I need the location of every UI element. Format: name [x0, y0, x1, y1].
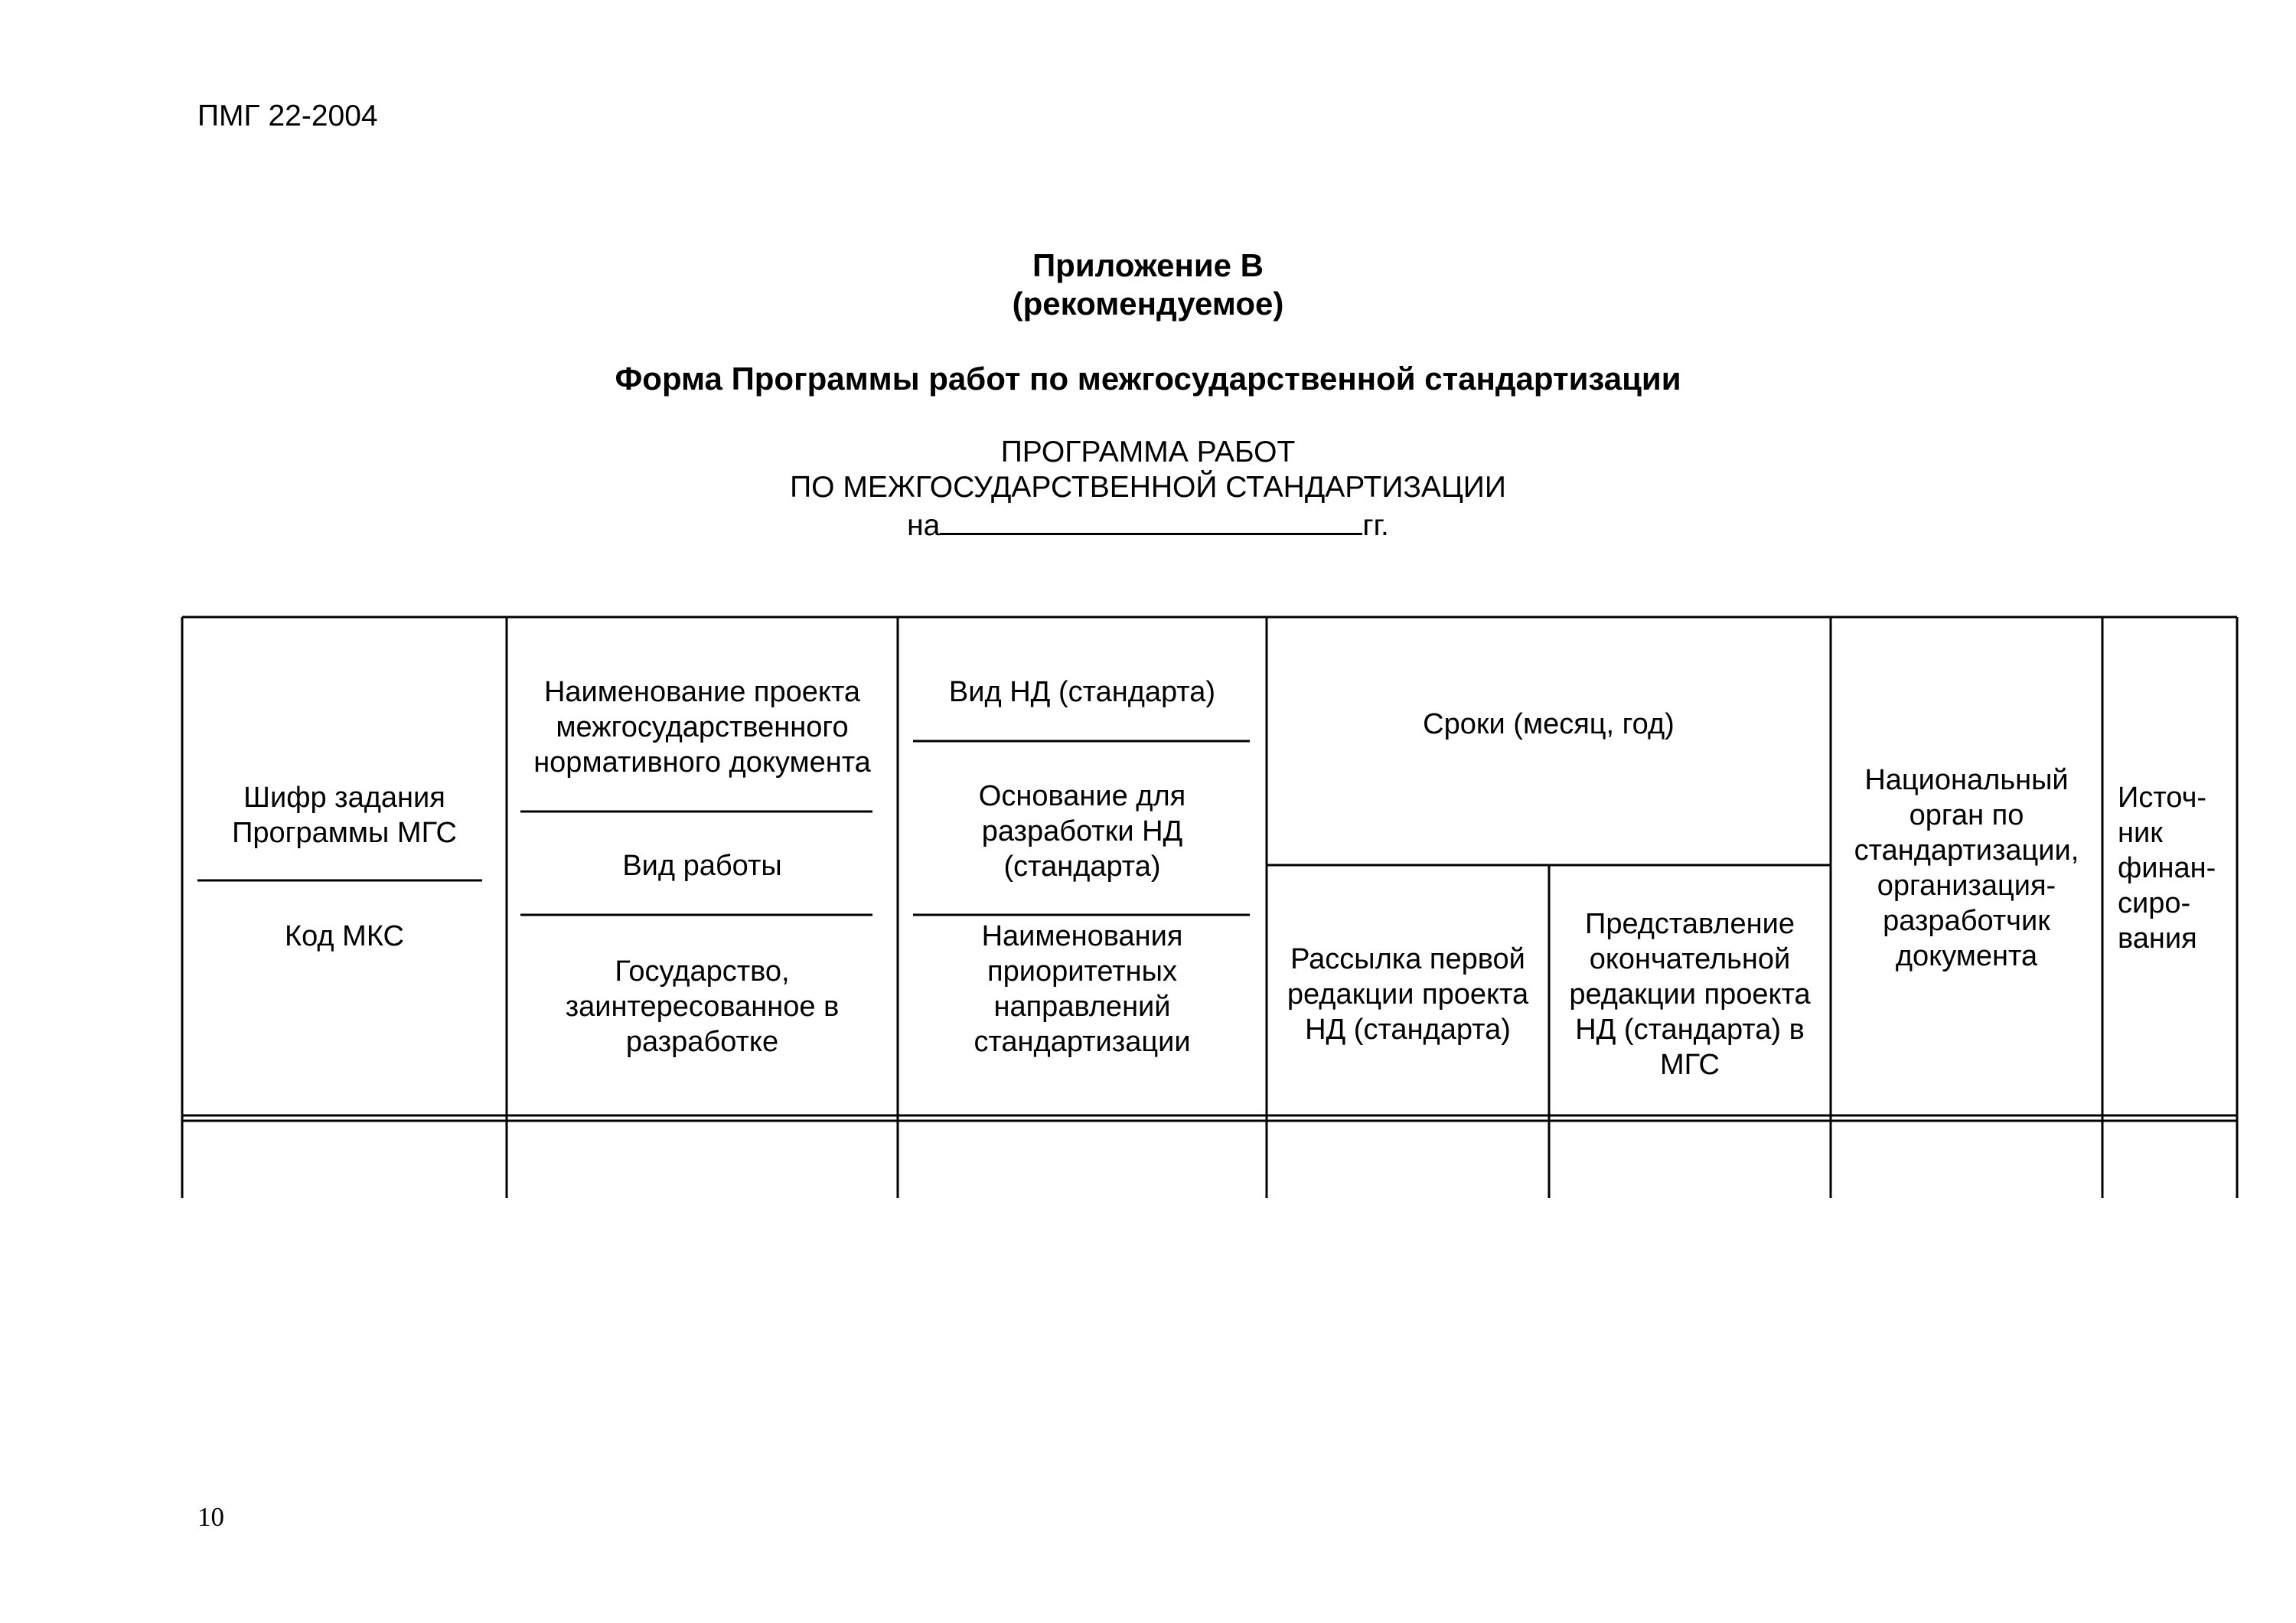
col2-bottom-line: Государство,: [615, 955, 790, 988]
document-code: ПМГ 22-2004: [197, 100, 378, 132]
col6-line: ник: [2118, 817, 2163, 849]
col3-top-line: Вид НД (стандарта): [948, 676, 1216, 708]
col3-bottom-text: [898, 919, 1267, 1060]
terms-final-draft-line: НД (стандарта) в: [1575, 1014, 1805, 1046]
col2-bottom-line: разработке: [625, 1026, 779, 1058]
col3-bottom-line: Наименования: [981, 920, 1183, 952]
terms-final-draft-text: [1549, 906, 1831, 1083]
col2-top-line: Наименование проекта: [543, 676, 861, 708]
col5-line: организация-: [1877, 870, 2056, 902]
col5-line: орган по: [1909, 799, 2024, 831]
col3-mid-line: (стандарта): [1003, 851, 1161, 883]
col2-top-line: межгосударственного: [556, 711, 849, 743]
terms-final-draft-line: окончательной: [1589, 943, 1791, 975]
terms-header-line: Сроки (месяц, год): [1423, 708, 1675, 740]
terms-final-draft-line: МГС: [1660, 1049, 1720, 1081]
col3-mid-text: [898, 779, 1267, 884]
form-title: Форма Программы работ по межгосударственной стандартизации: [615, 361, 1681, 397]
terms-first-draft-line: редакции проекта: [1287, 978, 1529, 1011]
col1-bottom-line: Код МКС: [285, 920, 404, 952]
col2-bottom-text: [507, 954, 898, 1060]
terms-first-draft-line: НД (стандарта): [1305, 1014, 1511, 1046]
col1-top-line: Шифр задания: [243, 782, 445, 814]
program-title-line2: ПО МЕЖГОСУДАРСТВЕННОЙ СТАНДАРТИЗАЦИИ: [790, 471, 1506, 504]
col5-text: [1831, 763, 2102, 974]
col5-line: документа: [1895, 940, 2038, 972]
col3-mid-line: Основание для: [978, 780, 1186, 812]
col3-mid-line: разработки НД: [981, 815, 1183, 847]
col2-bottom-line: заинтересованное в: [565, 991, 840, 1023]
col1-top-line: Программы МГС: [232, 817, 457, 849]
col2-top-line: нормативного документа: [533, 746, 871, 779]
col5-line: разработчик: [1883, 905, 2050, 937]
terms-final-draft-line: редакции проекта: [1569, 978, 1811, 1011]
page-number: 10: [197, 1502, 224, 1532]
col2-top-text: [507, 674, 898, 780]
program-title-line1: ПРОГРАММА РАБОТ: [1000, 436, 1296, 469]
col3-top-text: [898, 674, 1267, 710]
col1-top-text: [182, 780, 507, 851]
program-period-suffix: гг.: [1362, 509, 1389, 542]
col5-line: Национальный: [1864, 764, 2069, 796]
terms-first-draft-text: [1267, 942, 1549, 1047]
terms-final-draft-line: Представление: [1585, 908, 1795, 940]
col6-text: [2118, 780, 2216, 956]
col3-bottom-line: приоритетных: [987, 955, 1177, 988]
appendix-title-line2: (рекомендуемое): [1012, 286, 1284, 322]
col6-line: вания: [2118, 923, 2197, 955]
col1-bottom-text: [182, 919, 507, 954]
col5-line: стандартизации,: [1854, 834, 2079, 867]
col6-line: сиро-: [2118, 887, 2191, 919]
col3-bottom-line: стандартизации: [974, 1026, 1191, 1058]
col2-mid-text: [507, 848, 898, 883]
program-period-prefix: на: [907, 509, 941, 542]
terms-first-draft-line: Рассылка первой: [1290, 943, 1525, 975]
appendix-title-line1: Приложение В: [1032, 247, 1264, 283]
col2-mid-line: Вид работы: [622, 850, 782, 882]
col3-bottom-line: направлений: [993, 991, 1171, 1023]
col6-line: Источ-: [2118, 782, 2207, 814]
col6-line: финан-: [2118, 852, 2216, 884]
terms-header-text: [1267, 707, 1831, 742]
